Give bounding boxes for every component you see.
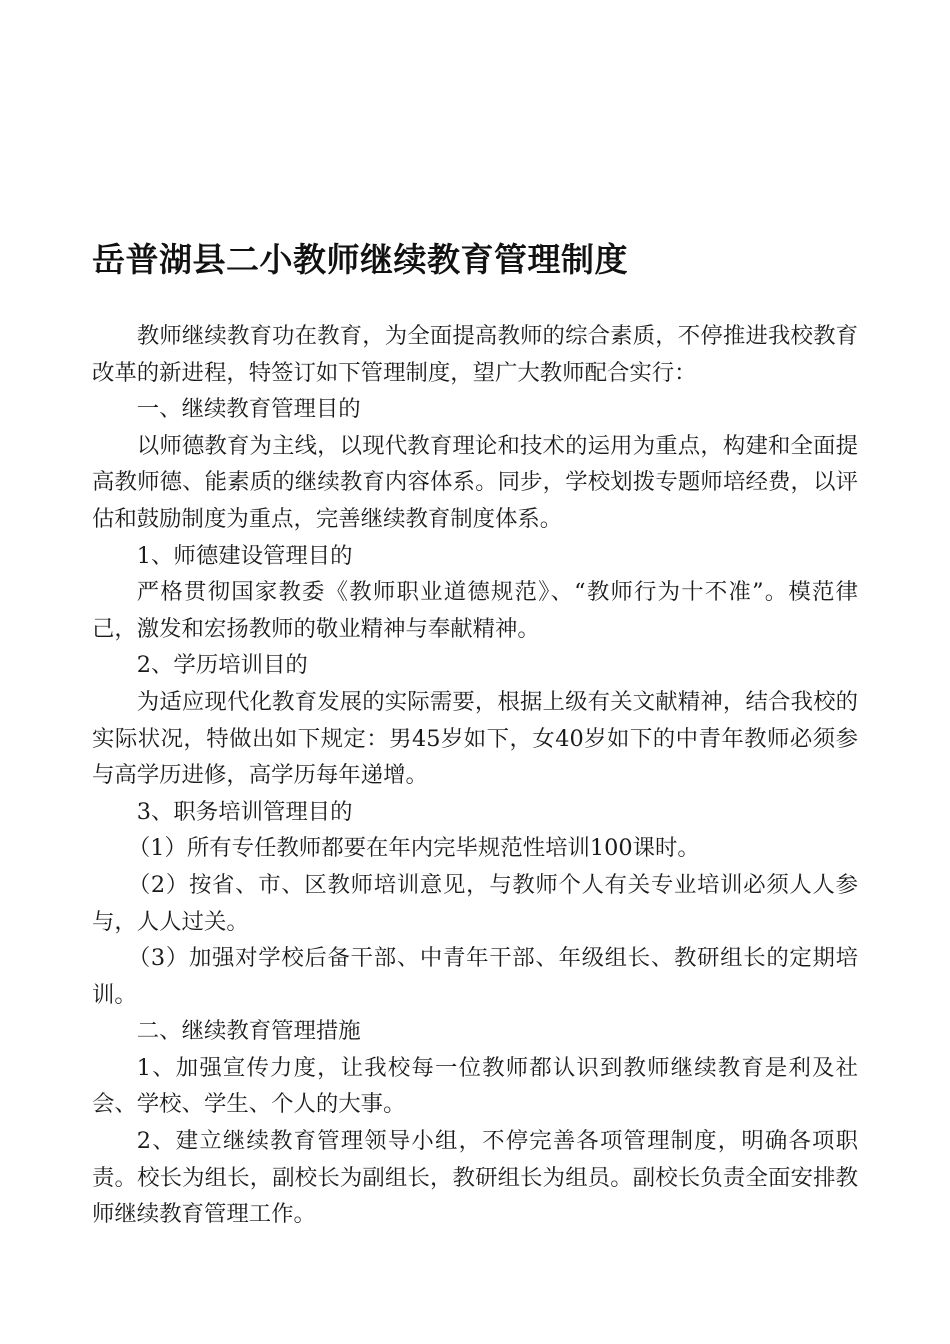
body-paragraph: 为适应现代化教育发展的实际需要，根据上级有关文献精神，结合我校的实际状况，特做出如下规定：男45岁如下，女40岁如下的中青年教师必须参与高学历进修，高学历每年递增。 xyxy=(92,688,858,789)
list-item: （2）按省、市、区教师培训意见，与教师个人有关专业培训必须人人参与，人人过关。 xyxy=(92,871,858,935)
body-paragraph: 严格贯彻国家教委《教师职业道德规范》、“教师行为十不准”。模范律己，激发和宏扬教师的敬业精神与奉献精神。 xyxy=(92,579,858,642)
subsection-heading-degree: 2、学历培训目的 xyxy=(136,652,308,679)
subsection-heading-job-training: 3、职务培训管理目的 xyxy=(136,798,353,825)
subsection-heading-ethics: 1、师德建设管理目的 xyxy=(136,542,353,569)
section-heading-goals: 一、继续教育管理目的 xyxy=(136,396,361,423)
list-item: （1）所有专任教师都要在年内完毕规范性培训100课时。 xyxy=(127,835,700,862)
document-body xyxy=(92,318,858,1233)
section-heading-measures: 二、继续教育管理措施 xyxy=(136,1018,361,1045)
list-item: 2、建立继续教育管理领导小组，不停完善各项管理制度，明确各项职责。校长为组长，副校长为副组长，教研组长为组员。副校长负责全面安排教师继续教育管理工作。 xyxy=(92,1128,858,1228)
list-item: （3）加强对学校后备干部、中青年干部、年级组长、教研组长的定期培训。 xyxy=(92,945,858,1008)
list-item: 1、加强宣传力度，让我校每一位教师都认识到教师继续教育是利及社会、学校、学生、个人的大事。 xyxy=(92,1054,858,1118)
document-title: 岳普湖县二小教师继续教育管理制度 xyxy=(92,240,628,279)
body-paragraph: 以师德教育为主线，以现代教育理论和技术的运用为重点，构建和全面提高教师德、能素质的继续教育内容体系。同步，学校划拨专题师培经费，以评估和鼓励制度为重点，完善继续教育制度体系。 xyxy=(92,432,858,532)
intro-paragraph: 教师继续教育功在教育，为全面提高教师的综合素质，不停推进我校教育改革的新进程，特签订如下管理制度，望广大教师配合实行： xyxy=(92,323,858,386)
